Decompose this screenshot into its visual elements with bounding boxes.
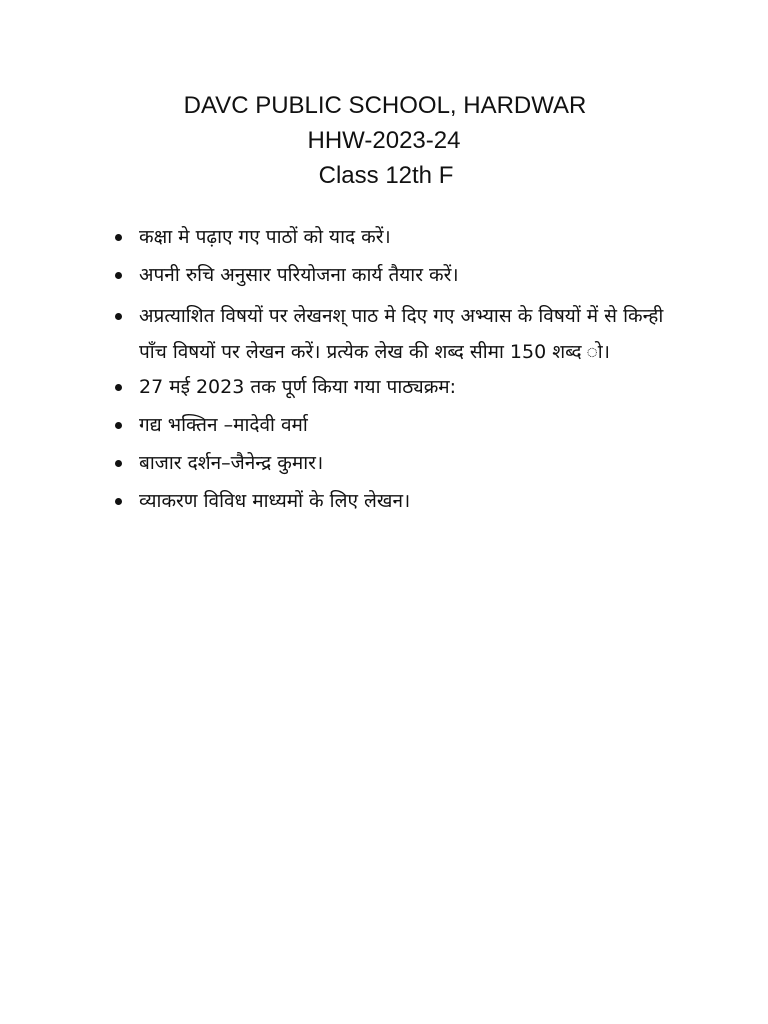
list-item-text: गद्य भक्तिन –मादेवी वर्मा bbox=[139, 414, 308, 436]
list-item bbox=[112, 260, 692, 290]
list-item bbox=[112, 372, 692, 402]
document-header bbox=[0, 88, 768, 193]
list-item-text: बाजार दर्शन–जैनेन्द्र कुमार। bbox=[139, 452, 324, 474]
list-item-text: अप्रत्याशित विषयों पर लेखनश् पाठ मे दिए गए अभ्यास के विषयों में से किन्ही पाँच विषयों पर लेखन करें। प्रत्येक लेख की शब्द सीमा 150 शब्द ो। bbox=[139, 305, 664, 363]
school-name: DAVC PUBLIC SCHOOL, HARDWAR bbox=[183, 92, 587, 119]
bullet-icon bbox=[115, 272, 122, 279]
list-item-text: कक्षा मे पढ़ाए गए पाठों को याद करें। bbox=[139, 226, 391, 248]
bullet-icon bbox=[115, 498, 122, 505]
list-item bbox=[112, 448, 692, 478]
bullet-icon bbox=[115, 313, 122, 320]
list-item bbox=[112, 486, 692, 516]
list-item-text: व्याकरण विविध माध्यमों के लिए लेखन। bbox=[139, 490, 411, 512]
bullet-icon bbox=[115, 384, 122, 391]
bullet-icon bbox=[115, 460, 122, 467]
homework-list bbox=[112, 222, 692, 524]
list-item-text: 27 मई 2023 तक पूर्ण किया गया पाठ्यक्रम: bbox=[139, 376, 457, 398]
class-label: Class 12th F bbox=[318, 162, 454, 189]
list-item bbox=[112, 410, 692, 440]
homework-code: HHW-2023-24 bbox=[307, 127, 461, 154]
list-item bbox=[112, 298, 692, 370]
list-item-text: अपनी रुचि अनुसार परियोजना कार्य तैयार करें। bbox=[139, 264, 459, 286]
bullet-icon bbox=[115, 422, 122, 429]
list-item bbox=[112, 222, 692, 252]
bullet-icon bbox=[115, 234, 122, 241]
